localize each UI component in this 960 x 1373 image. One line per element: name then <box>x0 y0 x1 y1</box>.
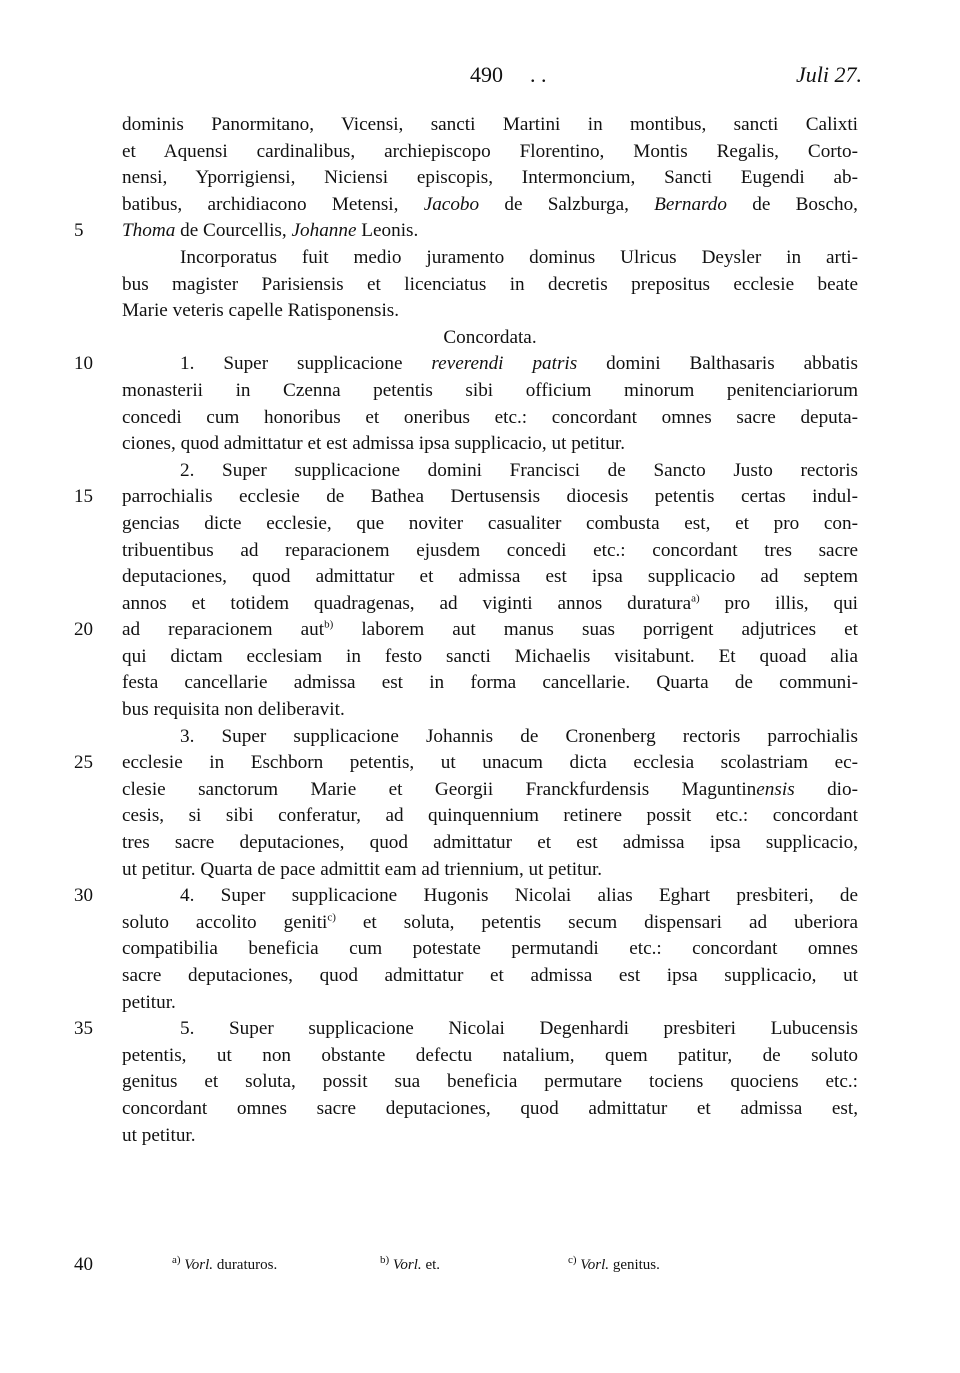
text-line: monasterii in Czenna petentis sibi officium minorum penitenciariorum <box>122 379 858 401</box>
line-number: 30 <box>74 885 93 907</box>
text-line: ut petitur. Quarta de pace admittit eam ad triennium, ut petitur. <box>122 858 603 880</box>
text-line: gencias dicte ecclesie, que noviter casualiter combusta est, et pro con- <box>122 512 858 534</box>
text-line: Marie veteris capelle Ratisponensis. <box>122 300 400 322</box>
text-line: bus requisita non deliberavit. <box>122 699 345 721</box>
text-line: batibus, archidiacono Metensi, Jacobo de Salzburga, Bernardo de Boscho, <box>122 193 858 215</box>
text-line: soluto accolito geniti$^{c)}$ et soluta, petentis secum dispensari ad uberiora <box>122 911 858 933</box>
text-line: 25 ecclesie in Eschborn petentis, ut unacum dicta ecclesia scolastriam ec- <box>122 750 858 777</box>
text-line: 15 parrochialis ecclesie de Bathea Dertusensis diocesis petentis certas indul- <box>122 484 858 511</box>
footnote-ref: c) <box>327 911 336 924</box>
text-line: festa cancellarie admissa est in forma cancellarie. Quarta de communi- <box>122 672 858 694</box>
footnote-ref: b) <box>324 618 334 631</box>
footnote-ref: a) <box>691 592 700 605</box>
text-line: deputaciones, quod admittatur et admissa est ipsa supplicacio ad septem <box>122 566 858 588</box>
text-line: bus magister Parisiensis et licenciatus in decretis prepositus ecclesie beate <box>122 273 858 295</box>
footnote-b: $^{b)}$ Vorl. et. <box>380 1254 441 1273</box>
text-line: sacre deputaciones, quod admittatur et admissa est ipsa supplicacio, ut <box>122 965 858 986</box>
text-line: dominis Panormitano, Vicensi, sancti Martini in montibus, sancti Calixti <box>122 114 858 135</box>
text-line: qui dictam ecclesiam in festo sancti Michaelis visitabunt. Et quoad alia <box>122 645 858 667</box>
footnote-c: $^{c)}$ Vorl. genitus. <box>568 1254 660 1273</box>
text-line: genitus et soluta, possit sua beneficia permutare tociens quociens etc.: <box>122 1071 858 1093</box>
footnotes <box>74 1250 858 1280</box>
text-line: ciones, quod admittatur et est admissa ipsa supplicacio, ut petitur. <box>122 433 626 455</box>
line-number: 15 <box>74 486 93 508</box>
text-line: 5 Thoma de Courcellis, Johanne Leonis. <box>122 218 858 245</box>
text-line: 35 5. Super supplicacione Nicolai Degenhardi presbiteri Lubucensis <box>122 1016 858 1043</box>
text-line: ut petitur. <box>122 1124 196 1146</box>
line-number: 20 <box>74 619 93 641</box>
text-line: 2. Super supplicacione domini Francisci de Sancto Justo rectoris <box>180 459 858 481</box>
header-dots: . . <box>530 62 547 87</box>
line-number: 5 <box>74 220 84 242</box>
text-line: tres sacre deputaciones, quod admittatur et est admissa ipsa supplicacio, <box>122 832 858 854</box>
text-line: tribuentibus ad reparacionem ejusdem concedi etc.: concordant tres sacre <box>122 539 858 561</box>
footnote-a: $^{a)}$ Vorl. duraturos. <box>172 1254 278 1273</box>
line-number: 25 <box>74 752 93 774</box>
text-line: 20 ad reparacionem aut$^{b)}$ laborem aut manus suas porrigent adjutrices et <box>122 617 858 644</box>
text-line: 10 1. Super supplicacione reverendi patris domini Balthasaris abbatis <box>122 351 858 378</box>
text-line: 30 4. Super supplicacione Hugonis Nicolai alias Eghart presbiteri, de <box>122 883 858 910</box>
line-number: 10 <box>74 353 93 375</box>
text-body <box>74 112 859 1149</box>
text-line: petentis, ut non obstante defectu natalium, quem patitur, de soluto <box>122 1044 858 1066</box>
page-header <box>0 62 960 92</box>
line-number: 35 <box>74 1018 93 1040</box>
section-heading: Concordata. <box>443 326 537 348</box>
text-line: annos et totidem quadragenas, ad viginti annos duratura$^{a)}$ pro illis, qui <box>122 592 859 614</box>
text-line: concedi cum honoribus et oneribus etc.: concordant omnes sacre deputa- <box>122 406 858 428</box>
text-line: 3. Super supplicacione Johannis de Cronenberg rectoris parrochialis <box>180 725 858 747</box>
text-line: compatibilia beneficia cum potestate permutandi etc.: concordant omnes <box>122 938 858 960</box>
text-line: et Aquensi cardinalibus, archiepiscopo Florentino, Montis Regalis, Corto- <box>122 140 858 162</box>
header-date: Juli 27. <box>796 62 862 87</box>
line-number: 40 <box>74 1254 93 1275</box>
page-number: 490 <box>470 62 503 87</box>
text-line: concordant omnes sacre deputaciones, quod admittatur et admissa est, <box>122 1097 858 1119</box>
text-line: petitur. <box>122 991 176 1013</box>
text-line: nensi, Yporrigiensi, Niciensi episcopis, Intermoncium, Sancti Eugendi ab- <box>122 167 858 189</box>
text-line: Incorporatus fuit medio juramento dominus Ulricus Deysler in arti- <box>180 246 858 268</box>
text-line: cesis, si sibi conferatur, ad quinquennium retinere possit etc.: concordant <box>122 805 858 827</box>
text-line: clesie sanctorum Marie et Georgii Franckfurdensis Maguntinensis dio- <box>122 778 858 800</box>
